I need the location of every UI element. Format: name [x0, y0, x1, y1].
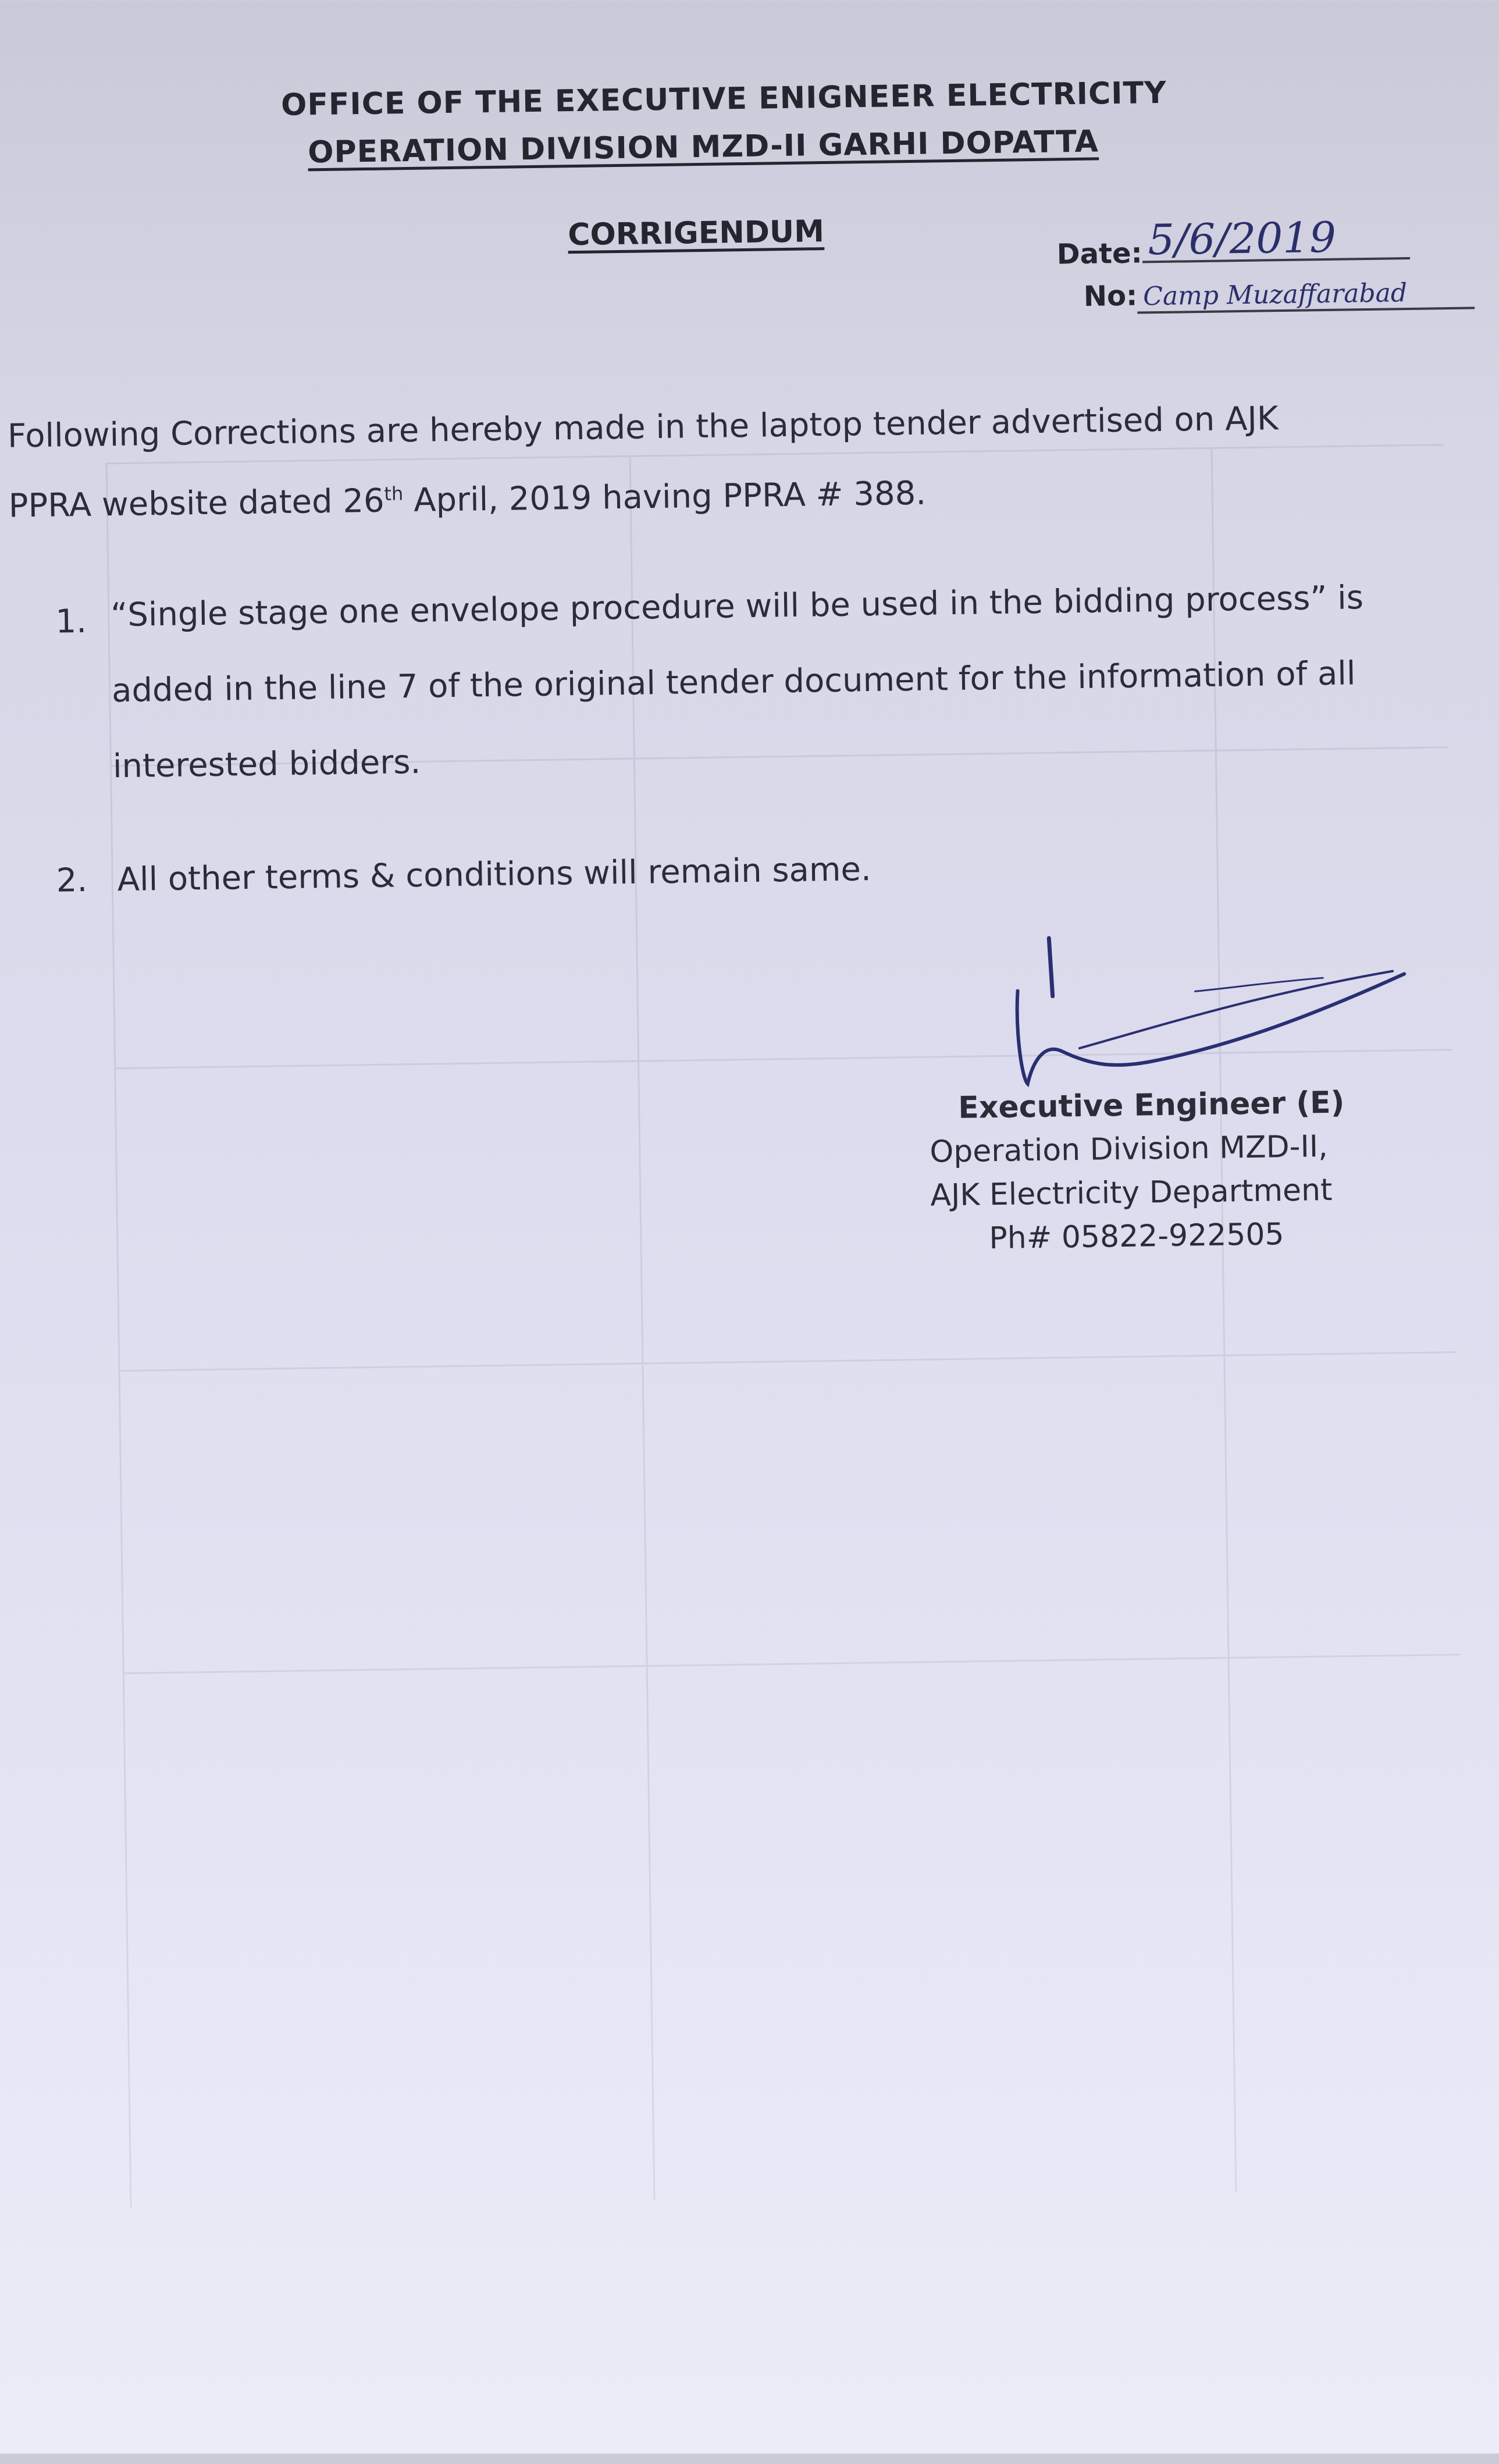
intro-line-1: Following Corrections are hereby made in the laptop tender advertised on AJK	[7, 400, 1279, 455]
item-1-line-1: “Single stage one envelope procedure will be used in the bidding process” is	[110, 579, 1364, 635]
division-heading: OPERATION DIVISION MZD-II GARHI DOPATTA	[307, 124, 1099, 170]
signatory-phone: Ph# 05822-922505	[989, 1217, 1284, 1256]
item-1-line-3: interested bidders.	[112, 743, 421, 786]
show-through-table	[106, 444, 1469, 2324]
intro-line-2	[8, 475, 926, 525]
item-1-line-2: added in the line 7 of the original tender document for the information of all	[111, 654, 1356, 710]
signatory-department: AJK Electricity Department	[930, 1173, 1333, 1213]
intro-line-2-end: April, 2019 having PPRA # 388.	[403, 474, 927, 520]
ordinal-suffix: th	[384, 482, 404, 505]
item-number: 1.	[55, 602, 87, 641]
document-title: CORRIGENDUM	[567, 214, 825, 253]
item-number: 2.	[56, 861, 88, 900]
office-heading: OFFICE OF THE EXECUTIVE ENIGNEER ELECTRICITY	[280, 75, 1167, 123]
date-label: Date:	[1056, 237, 1143, 271]
item-2-line-1: All other terms & conditions will remain same.	[117, 850, 872, 899]
number-value: Camp Muzaffarabad	[1137, 277, 1475, 314]
date-value: 5/6/2019	[1142, 215, 1410, 263]
number-field	[1083, 275, 1475, 314]
signatory-division: Operation Division MZD-II,	[929, 1129, 1329, 1170]
date-field	[1056, 212, 1410, 272]
intro-line-2-start: PPRA website dated 26	[8, 482, 385, 525]
signatory-title: Executive Engineer (E)	[957, 1085, 1345, 1126]
number-label: No:	[1083, 279, 1138, 313]
